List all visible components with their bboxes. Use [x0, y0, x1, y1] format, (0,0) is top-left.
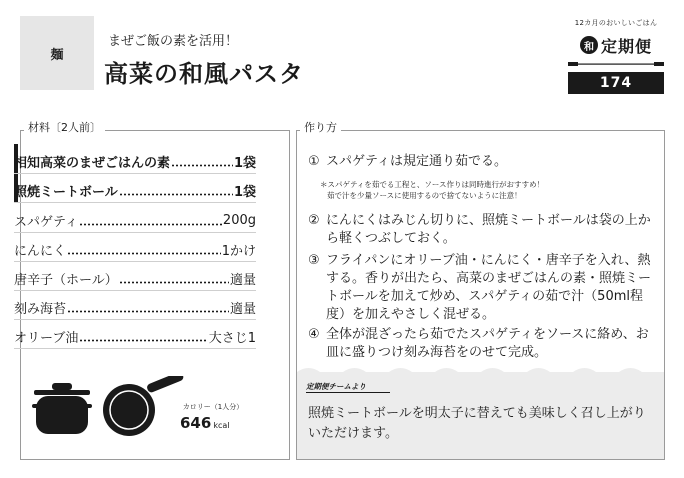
ingredient-row	[14, 296, 256, 320]
note-line: ＊スパゲティを茹でる工程と、ソース作りは同時進行がおすすめ！	[320, 180, 545, 189]
recipe-subtitle: まぜご飯の素を活用！	[108, 34, 239, 49]
brand-emblem-icon: 和	[580, 36, 598, 54]
leader-dots	[79, 330, 207, 344]
category-badge	[20, 16, 94, 90]
brand-mark	[568, 32, 664, 58]
step-number: ④	[308, 327, 320, 342]
ingredient-name: 照焼ミートボール	[14, 185, 118, 200]
brand-name: 定期便	[600, 36, 652, 56]
ingredient-row	[14, 179, 256, 203]
team-note-text: 照焼ミートボールを明太子に替えても美味しく召し上がりいただけます。	[308, 406, 646, 441]
ingredient-name: オリーブ油	[14, 331, 79, 346]
ingredient-name: スパゲティ	[14, 215, 78, 230]
leader-dots	[119, 272, 229, 286]
brand-logo	[568, 14, 664, 94]
ingredient-amount: 大さじ1	[208, 331, 256, 346]
ingredient-amount: 200g	[222, 213, 256, 228]
leader-dots	[119, 184, 233, 198]
step-text: スパゲティは規定通り茹でる。	[326, 154, 507, 169]
ingredient-name: にんにく	[14, 244, 67, 259]
ingredients-label: 材料〔2人前〕	[24, 121, 105, 135]
leader-dots	[67, 243, 221, 257]
recipe-title: 高菜の和風パスタ	[104, 60, 304, 88]
ingredient-amount: 1袋	[233, 156, 256, 171]
team-note-underline	[306, 392, 390, 393]
category-label: 麺	[50, 47, 64, 63]
step-item	[308, 252, 658, 324]
brand-tagline: 12カ月のおいしいごはん	[574, 19, 658, 27]
steps-label: 作り方	[300, 121, 341, 135]
step-item	[308, 326, 658, 362]
note-line: 茹で汁を少量ソースに使用するので捨てないように注意！	[327, 191, 522, 200]
calorie-label: カロリー（1人分）	[182, 403, 244, 411]
ingredient-amount: 適量	[229, 273, 256, 288]
ingredient-amount: 適量	[229, 302, 256, 317]
calorie-value	[180, 414, 229, 432]
ingredient-row	[14, 238, 256, 262]
team-note-label: 定期便チームより	[306, 382, 366, 391]
step-text: 全体が混ざったら茹でたスパゲティをソースに絡め、お皿に盛りつけ刻み海苔をのせて完成。	[326, 327, 649, 360]
frying-pan-icon	[103, 376, 185, 436]
calorie-unit: kcal	[213, 421, 230, 430]
ingredient-name: 唐辛子（ホール）	[14, 273, 118, 288]
ingredient-name: 刻み海苔	[14, 302, 67, 317]
leader-dots	[171, 155, 233, 169]
ingredient-row	[14, 209, 256, 233]
leader-dots	[67, 301, 229, 315]
cookware-illustration	[32, 376, 188, 440]
step-item	[308, 212, 658, 248]
ingredient-amount: 1かけ	[221, 244, 256, 259]
step-note	[320, 179, 660, 201]
pot-icon	[32, 383, 92, 434]
ingredient-amount: 1袋	[233, 185, 256, 200]
ingredient-name: 相知高菜のまぜごはんの素	[14, 156, 171, 171]
step-text: フライパンにオリーブ油・にんにく・唐辛子を入れ、熱する。香りが出たら、高菜のまぜごはんの素・照焼ミートボールを加えて炒め、スパゲティの茹で汁（50ml程度）を加えやさしく混ぜる。	[326, 253, 652, 322]
step-number: ①	[308, 154, 320, 169]
recipe-number: 174	[568, 72, 664, 94]
calorie-number: 646	[180, 414, 212, 432]
ingredient-row	[14, 267, 256, 291]
step-item	[308, 153, 658, 171]
step-number: ③	[308, 253, 320, 268]
step-number: ②	[308, 213, 320, 228]
step-text: にんにくはみじん切りに、照焼ミートボールは袋の上から軽くつぶしておく。	[326, 213, 651, 246]
ingredient-row	[14, 325, 256, 349]
ingredient-row	[14, 150, 256, 174]
leader-dots	[79, 214, 222, 228]
cutlery-divider-icon	[568, 62, 664, 66]
